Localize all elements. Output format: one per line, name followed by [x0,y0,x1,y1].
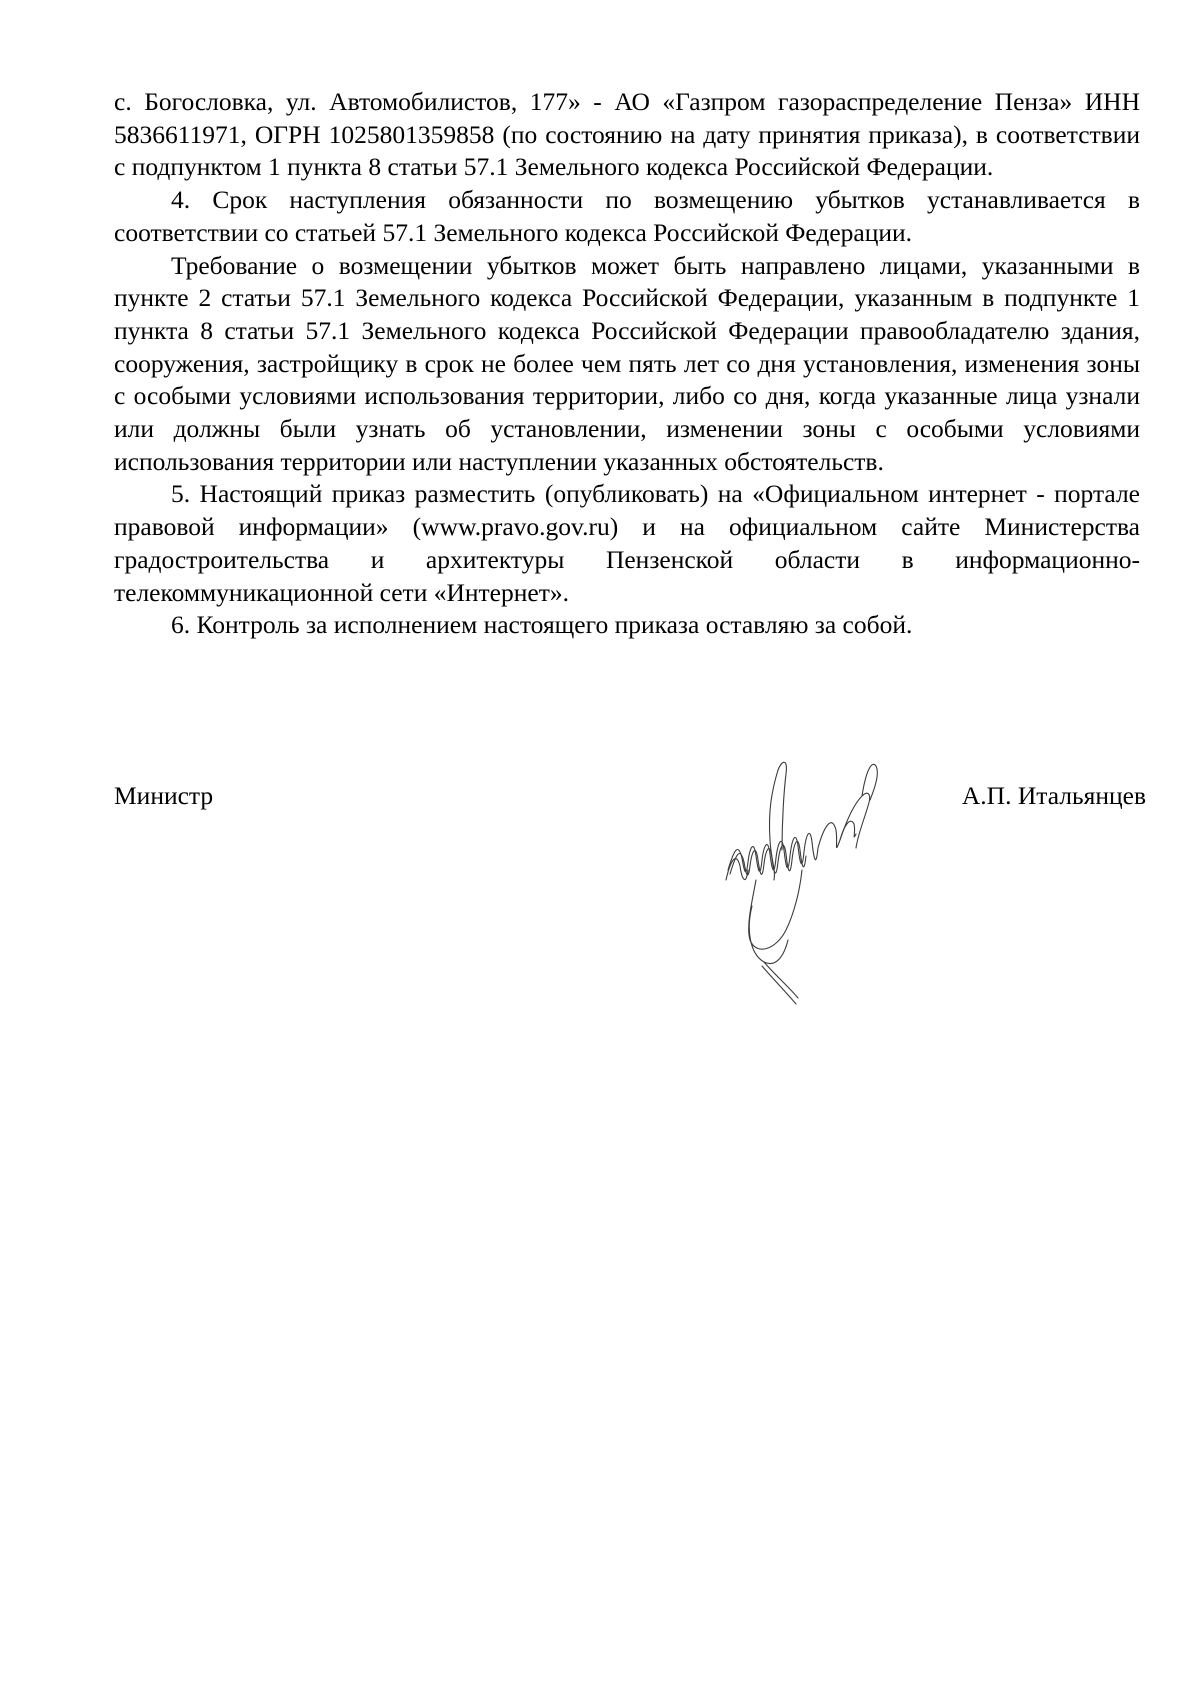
document-body [114,86,1140,642]
signatory-position: Министр [114,781,214,810]
paragraph-address-continuation: с. Богословка, ул. Автомобилистов, 177» - АО «Газпром газораспределение Пенза» ИНН 5836611971, ОГРН 1025801359858 (по состоянию на дату принятия приказа), в соответствии с подпунктом 1 пункта 8 статьи 57.1 Земельного кодекса Российской Федерации. [114,87,1140,182]
signature-block [114,780,1146,820]
signatory-name: А.П. Итальянцев [961,781,1146,810]
paragraph-item-6: 6. Контроль за исполнением настоящего приказа оставляю за собой. [171,610,913,640]
paragraph-damages-claim: Требование о возмещении убытков может быть направлено лицами, указанными в пункте 2 статьи 57.1 Земельного кодекса Российской Федерации, указанным в подпункте 1 пункта 8 статьи 57.1 Земельного кодекса Российской Федерации правообладателю здания, сооружения, застройщику в срок не более чем пять лет со дня установления, изменения зоны с особыми условиями использования территории, либо со дня, когда указанные лица узнали или должны были узнать об установлении, изменении зоны с особыми условиями использования территории или наступлении указанных обстоятельств. [114,250,1140,476]
paragraph-item-4: 4. Срок наступления обязанности по возмещению убытков устанавливается в соответствии со статьей 57.1 Земельного кодекса Российской Федерации. [114,185,1140,247]
handwritten-signature [716,730,916,1010]
paragraph-item-5: 5. Настоящий приказ разместить (опубликовать) на «Официальном интернет - портале правовой информации» (www.pravo.gov.ru) и на официальном сайте Министерства градостроительства и архитектуры Пензенской области в информационно-телекоммуникационной сети «Интернет». [114,479,1140,607]
